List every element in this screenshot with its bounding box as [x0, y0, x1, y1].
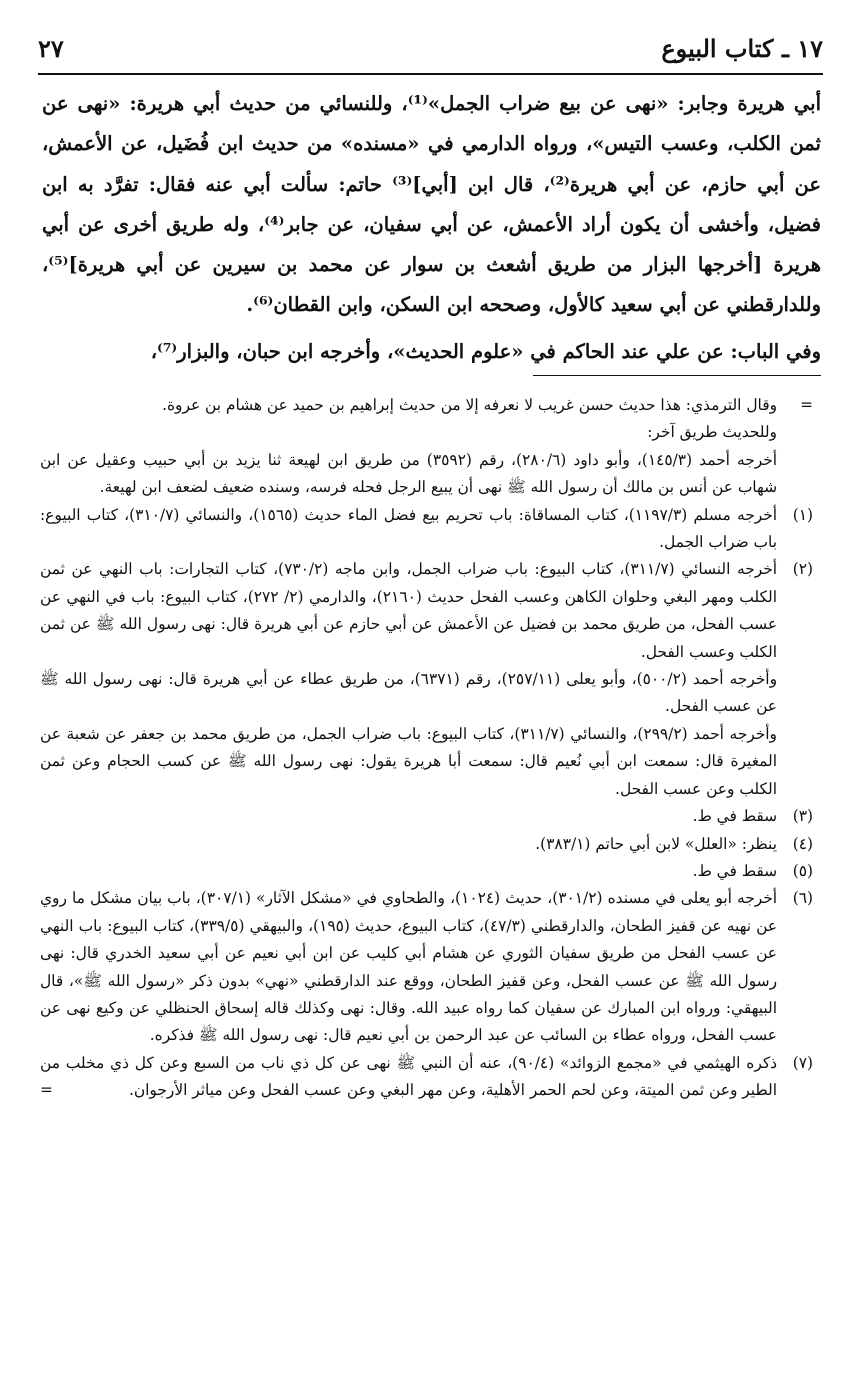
footnote-line: وللحديث طريق آخر: — [647, 423, 777, 442]
footnote-marker: (٤) — [792, 834, 813, 853]
footnote-line: ينظر: «العلل» لابن أبي حاتم (٣٨٣/١). — [535, 834, 777, 853]
footnote-marker: (٧) — [792, 1053, 813, 1072]
footnote — [40, 556, 813, 803]
header-rule — [38, 73, 823, 75]
footnote-line: وقال الترمذي: هذا حديث حسن غريب لا نعرفه إلا من حديث إبراهيم بن حميد عن هشام بن عروة. — [162, 396, 777, 414]
footnote-line: وأخرجه أحمد (٢٩٩/٢)، والنسائي (٣١١/٧)، كتاب البيوع: باب ضراب الجمل، من طريق محمد بن جعفر عن شعبة عن المغيرة قال: سمعت ابن أبي نُعيم قال: سمعت أبا هريرة يقول: نهى رسول الله ﷺ عن كسب الحجام وعن ثمن الكلب وعن عسب الفحل. — [40, 724, 777, 798]
footnote — [40, 502, 813, 557]
page-number: ٢٧ — [38, 34, 64, 63]
footnote — [40, 858, 813, 885]
footnote-marker: = — [800, 396, 813, 414]
footnote-marker: (١) — [792, 505, 813, 524]
footnote-line: أخرجه مسلم (١١٩٧/٣)، كتاب المساقاة: باب تحريم بيع فضل الماء حديث (١٥٦٥)، والنسائي (٣١٠/٧)، كتاب البيوع: باب ضراب الجمل. — [40, 505, 777, 552]
footnote-line: ذكره الهيثمي في «مجمع الزوائد» (٩٠/٤)، عنه أن النبي ﷺ نهى عن كل ذي ناب من السبع وعن كل ذي مخلب من الطير وعن ثمن الميتة، وعن لحم الحمر الأهلية، وعن مهر البغي وعن عسب الفحل وعن مياثر الأرجوان. — [40, 1053, 777, 1100]
footnote-marker: (٢) — [792, 560, 813, 579]
footnote-marker: (٣) — [792, 807, 813, 826]
footnote — [40, 392, 813, 502]
main-paragraph: وفي الباب: عن علي عند الحاكم في «علوم الحديث»، وأخرجه ابن حبان، والبزار⁽⁷⁾، — [150, 339, 821, 363]
footnote — [40, 803, 813, 830]
footnote-line: أخرجه أبو يعلى في مسنده (٣٠١/٢)، حديث (١٠٢٤)، والطحاوي في «مشكل الآثار» (٣٠٧/١)، باب بيان مشكل ما روي عن نهيه عن قفيز الطحان، والدارقطني (٤٧/٣)، كتاب البيوع، حديث (١٩٥)، والبيهقي (٣٣٩/٥)، كتاب البيوع: باب النهي عن عسب الفحل من طريق سفيان الثوري عن هشام أبي كليب عن ابن أبي نعيم عن أبي سعيد الخدري قال: نهى رسول الله ﷺ عن عسب الفحل، وعن قفيز الطحان، ووقع عند الدارقطني «نهي» بدون ذكر «رسول الله ﷺ»، قال البيهقي: ورواه ابن المبارك عن سفيان كما رواه عبيد الله. وقال: نهى وكذلك قاله إسحاق الحنظلي عن وكيع نهى عن عسب الفحل، ورواه عطاء بن السائب عن عبد الرحمن بن أبي نعيم قال: نهى رسول الله ﷺ فذكره. — [40, 889, 778, 1045]
footnote-line: وأخرجه أحمد (٥٠٠/٢)، وأبو يعلى (٢٥٧/١١)، رقم (٦٣٧١)، من طريق عطاء عن أبي هريرة قال: نهى رسول الله ﷺ عن عسب الفحل. — [40, 670, 778, 716]
chapter-title: ١٧ ـ كتاب البيوع — [661, 34, 823, 63]
footnote-line: سقط في ط. — [692, 861, 777, 880]
main-paragraph: أبي هريرة وجابر: «نهى عن بيع ضراب الجمل»⁽¹⁾، وللنسائي من حديث أبي هريرة: «نهى عن ثمن الكلب، وعسب التيس»، ورواه الدارمي في «مسنده» من حديث ابن فُضَيل، عن الأعمش، عن أبي حازم، عن أبي هريرة⁽²⁾، قال ابن [أبي]⁽³⁾ حاتم: سألت أبي عنه فقال: تفرَّد به ابن فضيل، وأخشى أن يكون أراد الأعمش، عن أبي سفيان، عن جابر⁽⁴⁾، وله طريق أخرى عن أبي هريرة [أخرجها البزار من طريق أشعث بن سوار عن محمد بن سيرين عن أبي هريرة]⁽⁵⁾، وللدارقطني عن أبي سعيد كالأول، وصححه ابن السكن، وابن القطان⁽⁶⁾. — [42, 92, 821, 317]
footnote-marker: (٦) — [792, 889, 813, 908]
footnote-line: سقط في ط. — [692, 807, 777, 826]
continuation-marker: = — [40, 1081, 53, 1100]
footnote-line: أخرجه أحمد (١٤٥/٣)، وأبو داود (٢٨٠/٦)، رقم (٣٥٩٢) من طريق ابن لهيعة ثنا يزيد بن أبي حبيب وعقيل عن ابن شهاب عن أنس بن مالك أن رسول الله ﷺ نهى أن يبيع الرجل فحله فرسه، وسنده ضعيف لضعف ابن لهيعة. — [40, 450, 778, 497]
page-header — [38, 30, 823, 70]
footnote — [40, 1050, 813, 1105]
footnote-separator — [533, 375, 821, 376]
footnote — [40, 831, 813, 858]
footnote-marker: (٥) — [792, 861, 813, 880]
main-text — [42, 84, 821, 372]
footnotes — [40, 392, 813, 1105]
footnote — [40, 885, 813, 1049]
footnote-line: أخرجه النسائي (٣١١/٧)، كتاب البيوع: باب ضراب الجمل، وابن ماجه (٧٣٠/٢)، كتاب التجارات: باب النهي عن ثمن الكلب ومهر البغي وحلوان الكاهن وعسب الفحل حديث (٢١٦٠)، والدارمي (٢/ ٢٧٢)، كتاب البيوع: باب في النهي عن عسب الفحل، من طريق محمد بن فضيل عن الأعمش عن أبي حازم عن أبي هريرة قال: نهى رسول الله ﷺ عن ثمن الكلب وعسب الفحل. — [40, 560, 777, 661]
